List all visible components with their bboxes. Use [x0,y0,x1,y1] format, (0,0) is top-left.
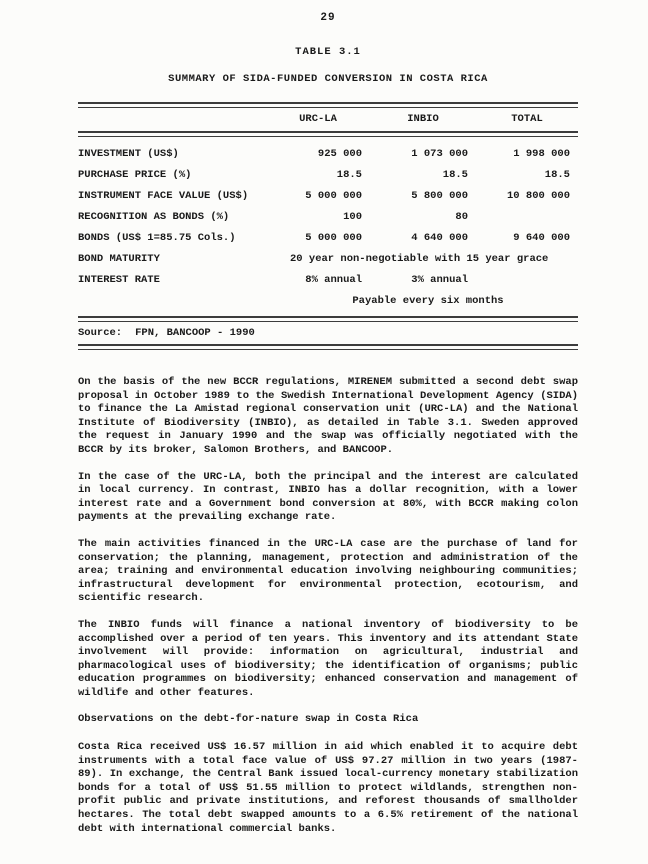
cell-urcla: 925 000 [317,148,362,160]
row-label: BOND MATURITY [78,253,160,265]
column-header-total: TOTAL [511,113,543,125]
source-value: FPN, BANCOOP - 1990 [135,327,255,339]
cell-total: 9 640 000 [513,232,570,244]
cell-total: 1 998 000 [513,148,570,160]
cell-span-maturity: 20 year non-negotiable with 15 year grace [290,253,549,265]
table-title: TABLE 3.1 [295,46,361,58]
row-label: PURCHASE PRICE (%) [78,169,192,181]
paragraph-urcla-inbio-terms: In the case of the URC-LA, both the principal and the interest are calculated in local currency. In contrast, INBIO has a dollar recognition, with a lower interest rate and a Government bond conversion at 80%, with BCCR making colon payments at the prevailing exchange rate. [78,470,578,524]
summary-table [78,102,578,350]
column-header-inbio: INBIO [407,113,439,125]
table-row-payable-note [78,291,578,312]
table-row-bond-maturity [78,249,578,270]
table-row [78,144,578,165]
cell-inbio: 1 073 000 [411,148,468,160]
column-header-urcla: URC-LA [299,113,337,125]
row-label: BONDS (US$ 1=85.75 Cols.) [78,232,236,244]
paragraph-urcla-activities: The main activities financed in the URC-LA case are the purchase of land for conservation; the planning, management, protection and administration of the area; training and environmental education involving neighbouring communities; infrastructural development for environmental protection, ecotourism, and scientific research. [78,537,578,605]
paragraph-bccr-regulations: On the basis of the new BCCR regulations, MIRENEM submitted a second debt swap proposal in October 1989 to the Swedish International Development Agency (SIDA) to finance the La Amistad regional conservation unit (URC-LA) and the National Institute of Biodiversity (INBIO), as detailed in Table 3.1. Sweden approved the request in January 1990 and the swap was officially negotiated with the BCCR by its broker, Salomon Brothers, and BANCOOP. [78,376,578,456]
cell-total: 10 800 000 [506,190,570,202]
cell-urcla: 5 000 000 [305,190,362,202]
row-label: RECOGNITION AS BONDS (%) [78,211,230,223]
table-subtitle: SUMMARY OF SIDA-FUNDED CONVERSION IN COSTA RICA [168,73,488,85]
table-row [78,207,578,228]
page-number: 29 [320,12,336,24]
table-row [78,165,578,186]
body-text [78,376,578,836]
cell-span-payable: Payable every six months [352,295,504,307]
cell-inbio: 4 640 000 [411,232,468,244]
table-body [78,137,578,316]
table-row [78,186,578,207]
cell-inbio: 5 800 000 [411,190,468,202]
table-row-interest-rate [78,270,578,291]
observations-heading: Observations on the debt-for-nature swap in Costa Rica [78,713,419,726]
cell-total: 18.5 [544,169,570,181]
cell-urcla: 100 [343,211,362,223]
paragraph-inbio-funds: The INBIO funds will finance a national inventory of biodiversity to be accomplished over a period of ten years. This inventory and its attendant State involvement will provide: information on agricultural, industrial and pharmacological uses of biodiversity; the identification of organisms; public education programmes on biodiversity; enhanced conservation and management of wildlife and other features. [78,618,578,699]
table-header-row [78,108,578,131]
row-label: INTEREST RATE [78,274,160,286]
cell-urcla: 8% annual [305,274,362,286]
table-source-row [78,322,578,344]
cell-inbio: 18.5 [442,169,468,181]
table-source-rule [78,344,578,350]
row-label: INVESTMENT (US$) [78,148,179,160]
row-label: INSTRUMENT FACE VALUE (US$) [78,190,249,202]
cell-urcla: 5 000 000 [305,232,362,244]
cell-urcla: 18.5 [336,169,362,181]
table-row [78,228,578,249]
cell-inbio: 3% annual [411,274,468,286]
source-label: Source: [78,327,123,339]
paragraph-observations: Costa Rica received US$ 16.57 million in aid which enabled it to acquire debt instruments with a total face value of US$ 97.27 million in two years (1987-89). In exchange, the Central Bank issued local-currency monetary stabilization bonds for a total of US$ 51.55 million to protect wildlands, strengthen non-profit public and private institutions, and reforest thousands of smallholder hectares. The total debt swapped amounts to a 6.5% retirement of the national debt with international commercial banks. [78,741,578,835]
cell-inbio: 80 [455,211,468,223]
